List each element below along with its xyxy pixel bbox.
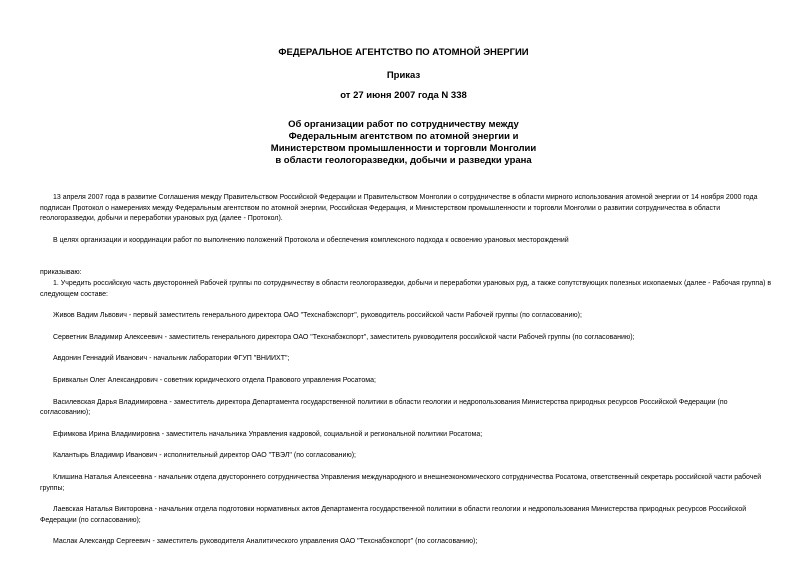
member-entry: Маслак Александр Сергеевич - заместитель руководителя Аналитического управления ОАО "Техснабэкспорт" (по согласованию); (53, 538, 478, 546)
member-entry: Калантырь Владимир Иванович - исполнительный директор ОАО "ТВЭЛ" (по согласованию); (53, 452, 356, 460)
member-entry: Бривкальн Олег Александрович - советник юридического отдела Правового управления Росатома; (53, 376, 376, 384)
title-line: в области геологоразведки, добычи и разведки урана (275, 155, 532, 166)
document-title (0, 119, 807, 167)
member-entry: Ефимкова Ирина Владимировна - заместитель начальника Управления кадровой, социальной и региональной политики Росатома; (53, 430, 483, 438)
member-entry: Клишина Наталья Алексеевна - начальник отдела двустороннего сотрудничества Управления международного и внешнеэкономического сотрудничества Росатома, ответственный секретарь российской части рабочей группы; (40, 473, 762, 492)
title-line: Об организации работ по сотрудничеству между (288, 119, 519, 130)
title-line: Министерством промышленности и торговли Монголии (270, 143, 537, 154)
document-date-number: от 27 июня 2007 года N 338 (340, 90, 467, 101)
intro-paragraph: 13 апреля 2007 года в развитие Соглашения между Правительством Российской Федерации и Правительством Монголии о сотрудничестве в области мирного использования атомной энергии от 14 ноября 2000 года подписан Протокол о намерениях между Федеральным агентством по атомной энергии, Российская Федерация, и Министерством промышленности и торговли Монголии о развитии сотрудничества в области геологоразведки, добычи и переработки урановых руд (далее - Протокол). (40, 194, 758, 223)
order-word: приказываю: (40, 269, 82, 277)
member-entry: Василевская Дарья Владимировна - заместитель директора Департамента государственной политики в области геологии и недропользования Министерства природных ресурсов Российской Федерации (по согласованию); (40, 398, 728, 417)
document-type: Приказ (386, 70, 421, 81)
member-entry: Живов Вадим Львович - первый заместитель генерального директора ОАО "Техснабэкспорт", руководитель российской части Рабочей группы (по согласованию); (53, 312, 582, 320)
member-entry: Авдонин Геннадий Иванович - начальник лаборатории ФГУП "ВНИИХТ"; (53, 355, 290, 363)
item-1-paragraph: 1. Учредить российскую часть двусторонней Рабочей группы по сотрудничеству в области геологоразведки, добычи и переработки урановых руд, а также сопутствующих полезных ископаемых (далее - Рабочая группа) в следующем составе: (40, 279, 772, 298)
document-body (40, 193, 772, 548)
member-entry: Лаевская Наталья Викторовна - начальник отдела подготовки нормативных актов Департамента государственной политики в области геологии и недропользования Министерства природных ресурсов Российской Федерации (по согласованию); (40, 506, 747, 524)
title-line: Федеральным агентством по атомной энергии и (288, 131, 519, 142)
member-entry: Серветник Владимир Алексеевич - заместитель генерального директора ОАО "Техснабэкспорт", заместитель руководителя российской части Рабочей группы (по согласованию); (53, 333, 635, 341)
purpose-paragraph: В целях организации и координации работ по выполнению положений Протокола и обеспечения комплексного подхода к освоению урановых месторождений (53, 236, 569, 244)
agency-heading: ФЕДЕРАЛЬНОЕ АГЕНТСТВО ПО АТОМНОЙ ЭНЕРГИИ (278, 47, 529, 58)
